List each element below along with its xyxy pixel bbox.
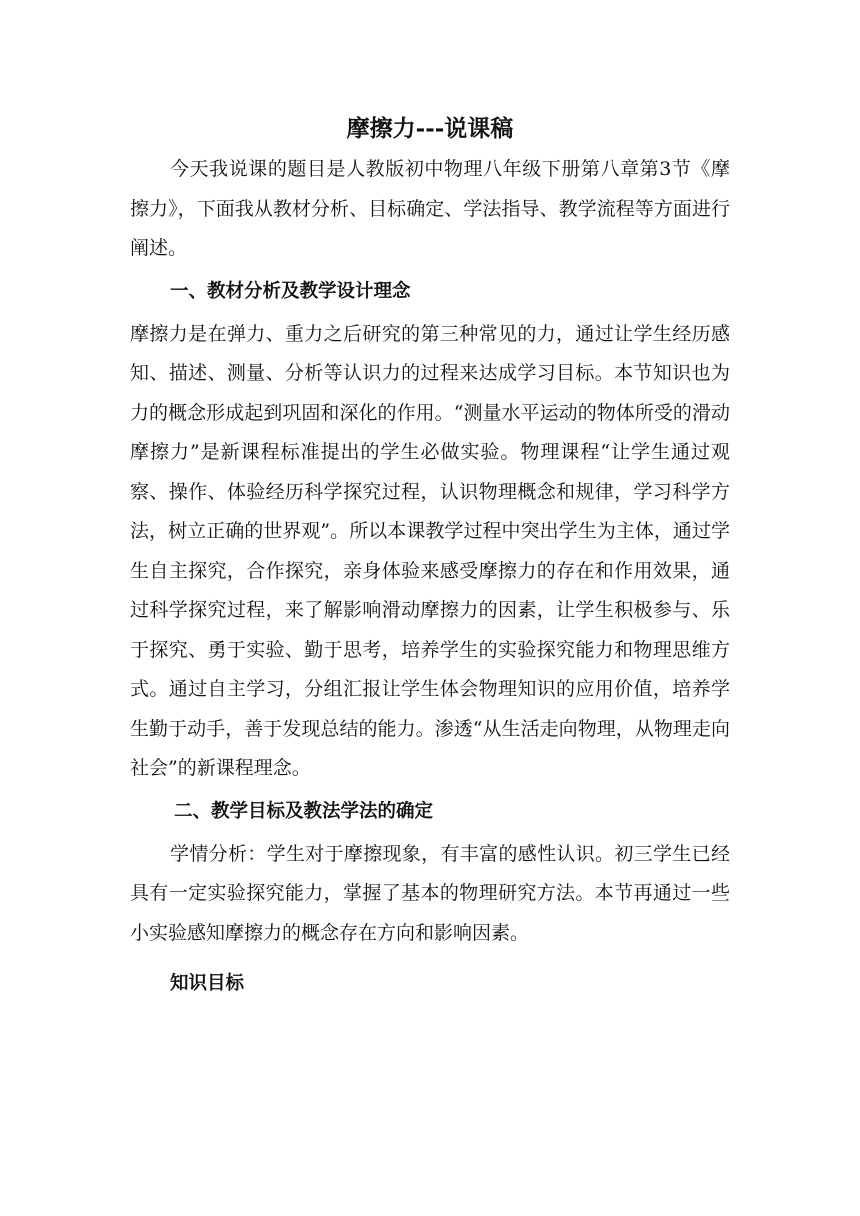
- subheading-knowledge-goals: 知识目标: [170, 973, 245, 994]
- section-heading-1: 一、教材分析及教学设计理念: [170, 280, 411, 302]
- document-title: 摩擦力---说课稿: [346, 115, 514, 142]
- section-heading-2: 二、教学目标及教法学法的确定: [174, 800, 434, 822]
- intro-paragraph: 今天我说课的题目是人教版初中物理八年级下册第八章第3节《摩擦力》，下面我从教材分析、目标确定、学法指导、教学流程等方面进行阐述。: [130, 158, 730, 259]
- document-body: [130, 110, 730, 1007]
- section-2-paragraph: 学情分析：学生对于摩擦现象，有丰富的感性认识。初三学生已经具有一定实验探究能力，掌握了基本的物理研究方法。本节再通过一些小实验感知摩擦力的概念存在方向和影响因素。: [130, 842, 730, 944]
- section-1-paragraph: 摩擦力是在弹力、重力之后研究的第三种常见的力，通过让学生经历感知、描述、测量、分析等认识力的过程来达成学习目标。本节知识也为力的概念形成起到巩固和深化的作用。“测量水平运动的物体所受的滑动摩擦力”是新课程标准提出的学生必做实验。物理课程“让学生通过观察、操作、体验经历科学探究过程，认识物理概念和规律，学习科学方法，树立正确的世界观”。所以本课教学过程中突出学生为主体，通过学生自主探究，合作探究，亲身体验来感受摩擦力的存在和作用效果，通过科学探究过程，来了解影响滑动摩擦力的因素，让学生积极参与、乐于探究、勇于实验、勤于思考，培养学生的实验探究能力和物理思维方式。通过自主学习，分组汇报让学生体会物理知识的应用价值，培养学生勤于动手，善于发现总结的能力。渗透“从生活走向物理，从物理走向社会”的新课程理念。: [130, 322, 730, 779]
